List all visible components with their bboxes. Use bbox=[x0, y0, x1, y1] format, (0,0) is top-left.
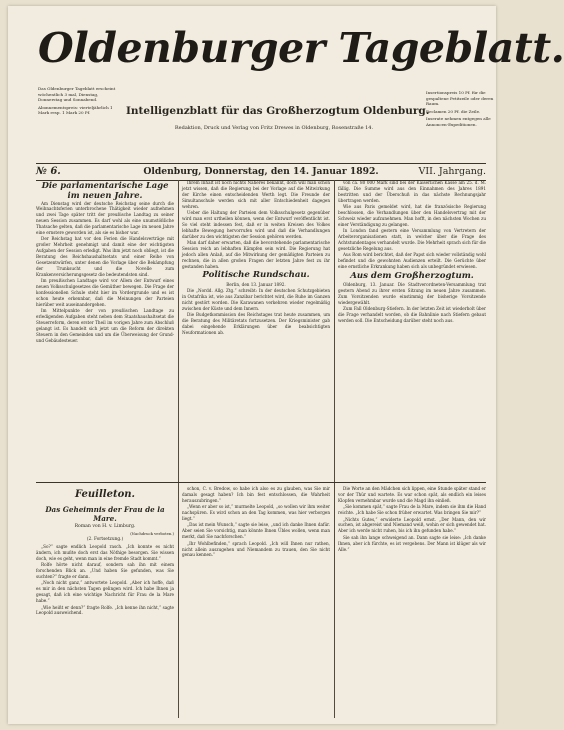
story-title: Das Geheimnis der Frau de la Mare. bbox=[45, 505, 165, 523]
advertising-notice bbox=[426, 90, 496, 152]
article-paragraph: Am Dienstag wird der deutsche Reichstag seine durch die Weihnachtsferien unterbrochene Thätigkeit wieder aufnehmen und zwei Tage später tritt der preußische Landtag zu seiner neuen Session zusammen. Es darf wohl als eine unumstößliche Thatsache gelten, daß die parlamentarische Lage im neuen Jahre eine ernstere geworden ist, als sie es bisher war. bbox=[36, 200, 174, 236]
notice-line: Reclamen 20 Pf. die Zeile. bbox=[426, 108, 481, 114]
notice-line: Insertionspreis 10 Pf. für die gespaltene Petitzeile oder deren Raum. bbox=[426, 90, 494, 107]
story-paragraph: „Ihr Wohlbefinden,“ sprach Leopold. „Ich will Ihnen nur rathen, nicht allein auszugehen und Niemandem zu trauen, den Sie nicht genau kennen.“ bbox=[182, 540, 330, 558]
article-paragraph: Aus Rom wird berichtet, daß der Papst sich wieder vollständig wohl befindet und die gewohnten Audienzen erteilt. Die Gerüchte über eine ernstliche Erkrankung haben sich als unbegründet erwiesen. bbox=[338, 252, 486, 270]
story-paragraph: Sie sah ihn lange schweigend an. Dann sagte sie leise: „Ich danke Ihnen, aber ich fürchte, es ist vergebens. Der Mann ist klüger als wir Alle.“ bbox=[338, 534, 486, 552]
article-paragraph: Der Reichstag hat vor den Ferien die Handelsverträge mit großer Mehrheit genehmigt und damit eine der wichtigsten Aufgaben der Session erledigt. Was ihm jetzt noch obliegt, ist die Beratung des Reichshaushaltsetats und einer Reihe von Gesetzentwürfen, unter denen die Vorlage über die Bekämpfung der Trunksucht und die Novelle zum Krankenversicherungsgesetz die bedeutendsten sind. bbox=[36, 236, 174, 277]
issue-dateline bbox=[36, 163, 486, 181]
story-paragraph: „Wie heißt er denn?“ fragte Rolfe. „Ich kenne ihn nicht,“ sagte Leopold ausweichend. bbox=[36, 604, 174, 616]
reprint-note: (Nachdruck verboten.) bbox=[130, 531, 174, 536]
column-5 bbox=[338, 486, 486, 718]
issue-number: № 6. bbox=[36, 166, 61, 177]
story-paragraph: „Nichts Gutes,“ erwiderte Leopold ernst. „Der Mann, den wir suchen, ist abgereist und Niemand weiß, wohin er sich gewendet hat. Aber ich werde nicht ruhen, bis ich ihn gefunden habe.“ bbox=[338, 516, 486, 534]
issue-volume: VII. Jahrgang. bbox=[418, 166, 486, 177]
notice-line: Das Oldenburger Tageblatt erscheint wöchentlich 3 mal, Dienstag, Donnerstag und Sonnabend. bbox=[38, 86, 116, 103]
column-1 bbox=[36, 180, 174, 478]
article-paragraph: von ca. 80 000 Mark sind bei der Kaiserlichen Kasse am 25. d. M. fällig. Die Summe wird aus den Einnahmen des Jahres 1891 bestritten und der Überschuß in das nächste Rechnungsjahr übertragen werden. bbox=[338, 180, 486, 203]
article-headline: Die parlamentarische Lage im neuen Jahre. bbox=[41, 180, 169, 200]
column-2 bbox=[182, 180, 330, 478]
article-paragraph: Wie aus Paris gemeldet wird, hat die französische Regierung beschlossen, die Verhandlungen über den Handelsvertrag mit der Schweiz wieder aufzunehmen. Man hofft, in den nächsten Wochen zu einer Verständigung zu gelangen. bbox=[338, 204, 486, 227]
publisher-line: Redaktion, Druck und Verlag von Fritz Drewes in Oldenburg, Rosenstraße 14. bbox=[174, 125, 374, 131]
column-3 bbox=[338, 180, 486, 478]
story-paragraph: schon, C. v. Bredow, so habe ich also es zu glauben, was Sie mir damals gesagt haben? Ich bin fest entschlossen, die Wahrheit herauszubringen.“ bbox=[182, 486, 330, 503]
section-dateline: Berlin, den 13. Januar 1892. bbox=[226, 281, 286, 287]
article-paragraph: Die Budgetkommission des Reichstages trat heute zusammen, um die Beratung des Militäretats fortzusetzen. Der Kriegsminister gab dabei eingehende Erklärungen über die beabsichtigten Neuformationen ab. bbox=[182, 312, 330, 335]
story-paragraph: „Noch nicht ganz,“ antwortete Leopold. „Aber ich hoffe, daß es mir in den nächsten Tagen gelingen wird. Ich habe Ihnen ja gesagt, daß ich eine wichtige Nachricht für Frau de la Mare habe.“ bbox=[36, 580, 174, 604]
column-divider bbox=[334, 180, 335, 718]
story-author: Roman von H. v. Limburg. bbox=[74, 524, 136, 529]
column-divider bbox=[178, 180, 179, 718]
article-paragraph: Ihrem Inhalt ist noch nichts Näheres bekannt, doch will man schon jetzt wissen, daß die Regierung bei der Vorlage auf die Mitwirkung der Kirche einen entscheidenden Werth legt. Die Freunde der Simultanschule werden sich mit aller Entschiedenheit dagegen wehren. bbox=[182, 180, 330, 209]
notice-line: Abonnementspreis: vierteljährlich 1 Mark resp. 1 Mark 20 Pf. bbox=[38, 104, 113, 116]
story-paragraph: Rolfe hörte nicht darauf, sondern sah ihn mit einem forschenden Blick an. „Und haben Sie gefunden, was Sie suchten?“ fragte er dann. bbox=[36, 562, 174, 580]
feuilleton-heading: Feuilleton. bbox=[75, 489, 135, 500]
story-paragraph: „Sie kommen spät,“ sagte Frau de la Mare, indem sie ihm die Hand reichte. „Ich habe Sie schon früher erwartet. Was bringen Sie mir?“ bbox=[338, 504, 486, 516]
notice-line: Inserate nehmen entgegen alle Annoncen-Expeditionen. bbox=[426, 116, 491, 127]
story-paragraph: „Wenn er aber so ist,“ murmelte Leopold, „so wollen wir ihm weiter nachspüren. Es wird schon an den Tag kommen, was hier verborgen liegt.“ bbox=[182, 504, 330, 522]
article-paragraph: Im Mittelpunkte der von preußischen Landtage zu erledigenden Aufgaben steht neben dem Staatshaushaltsetat die Steuerreform, deren erster Theil im vorigen Jahre zum Abschluß gelangt ist. Es handelt sich jetzt um die Reform der direkten Steuern in den Gemeinden und um die Überweisung der Grund- und Gebäudesteuer. bbox=[36, 308, 174, 343]
article-paragraph: Im preußischen Landtage wird vor Allem der Entwurf eines neuen Volksschulgesetzes die Gemüther bewegen. Die Frage der konfessionellen Schule steht hier im Vordergrunde und es ist schon heute erkennbar, daß die Meinungen der Parteien hierüber weit auseinandergehen. bbox=[36, 278, 174, 307]
article-paragraph: Die „Nordd. Allg. Ztg.“ schreibt: In der deutschen Schutzgebieten in Ostafrika ist, wie aus Zanzibar berichtet wird, die Ruhe im Ganzen nicht gestört worden. Die Karawanen verkehren wieder regelmäßig zwischen der Küste und dem Innern. bbox=[182, 288, 330, 311]
article-paragraph: Zum Fall Oldenburg-Stiefern. In der letzten Zeit ist wiederholt über die Frage verhandelt worden, ob die Bahnlinie nach Stiefern gebaut werden soll. Die Entscheidung darüber steht noch aus. bbox=[338, 306, 486, 324]
story-paragraph: „Das ist mein Wunsch,“ sagte sie leise, „und ich danke Ihnen dafür. Aber seien Sie vorsichtig, man könnte Ihnen Übles wollen, wenn man merkt, daß Sie nachforschen.“ bbox=[182, 522, 330, 540]
column-4 bbox=[182, 486, 330, 718]
story-part: (2. Fortsetzung.) bbox=[86, 537, 124, 542]
feuilleton bbox=[36, 486, 174, 718]
newspaper-subtitle: Intelligenzblatt für das Großherzogtum Oldenburg. bbox=[126, 105, 430, 117]
section-heading: Aus dem Großherzogtum. bbox=[350, 270, 474, 281]
subscription-notice bbox=[38, 86, 120, 150]
section-heading: Politische Rundschau. bbox=[202, 270, 310, 281]
feuilleton-rule bbox=[36, 482, 486, 483]
masthead bbox=[8, 6, 564, 166]
issue-date: Oldenburg, Donnerstag, den 14. Januar 1892. bbox=[143, 166, 379, 177]
article-paragraph: Man darf daher erwarten, daß die bevorstehende parlamentarische Session reich an lebhaften Kämpfen sein wird. Die Regierung hat jedoch allen Anlaß, auf die Mitwirkung der gemäßigten Parteien zu rechnen, die in allen großen Fragen der letzten Jahre fest zu ihr gestanden haben. bbox=[182, 240, 330, 269]
story-paragraph: Die Worte an den Mädchen sich lippen, eine Stunde später stand er vor der Thür und wartete. Es war schon spät, als endlich ein leises Klopfen vernehmbar wurde und die Magd ihn einließ. bbox=[338, 486, 486, 503]
article-paragraph: In London fand gestern eine Versammlung von Vertretern der Arbeiterorganisationen statt, in welcher über die Frage des Achtstundentages verhandelt wurde. Die Mehrheit sprach sich für die gesetzliche Regelung aus. bbox=[338, 228, 486, 251]
story-paragraph: „So?“ sagte endlich Leopold rasch. „Ich konnte es nicht ändern, ich mußte doch erst das Nöthige besorgen. Sie wissen doch, wie es geht, wenn man in eine fremde Stadt kommt.“ bbox=[36, 544, 174, 561]
newspaper-title: Oldenburger Tageblatt. bbox=[38, 24, 564, 72]
article-paragraph: Ueber die Haltung der Parteien dem Volksschulgesetz gegenüber wird man erst urtheilen können, wenn der Entwurf veröffentlicht ist. So viel steht indessen fest, daß er in weiten Kreisen des Volkes lebhafte Bewegung hervorrufen wird und daß die Verhandlungen darüber zu den wichtigsten der Session gehören werden. bbox=[182, 210, 330, 239]
article-paragraph: Oldenburg, 13. Januar. Die Stadtverordneten-Versammlung trat gestern Abend zu ihrer ersten Sitzung im neuen Jahre zusammen. Zum Vorsitzenden wurde einstimmig der bisherige Vorsitzende wiedergewählt. bbox=[338, 282, 486, 305]
